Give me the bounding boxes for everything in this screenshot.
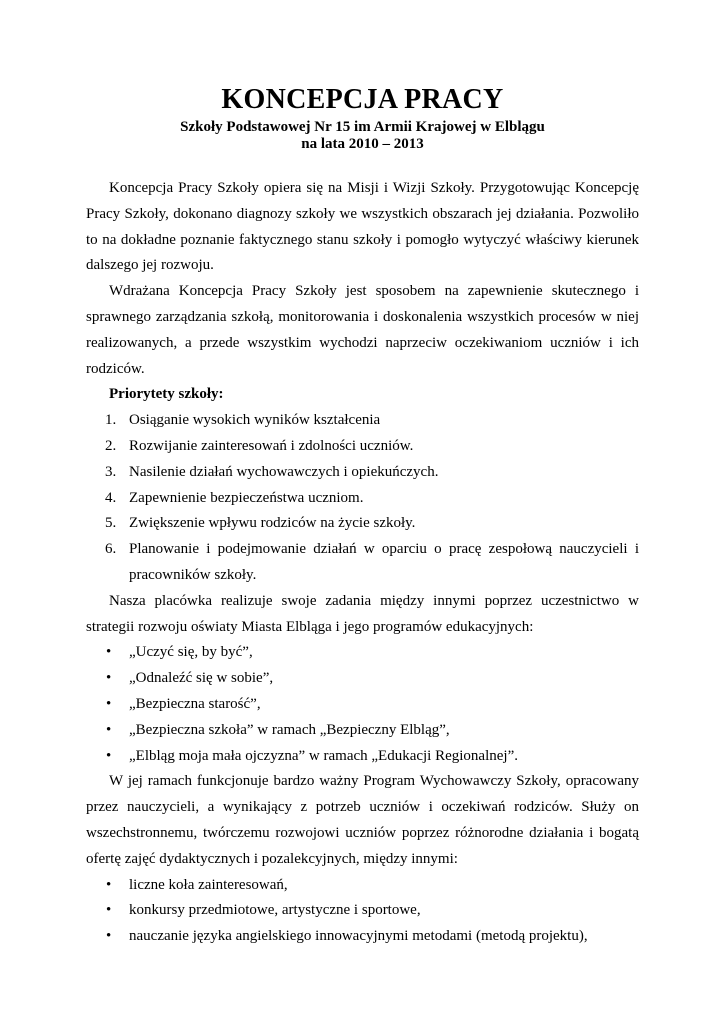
program-text: „Bezpieczna szkoła” w ramach „Bezpieczny Elbląg”, xyxy=(129,721,450,738)
bullet-icon: • xyxy=(106,695,112,712)
years-range: na lata 2010 – 2013 xyxy=(301,136,424,152)
school-name: Szkoły Podstawowej Nr 15 im Armii Krajowej w Elblągu xyxy=(180,119,545,135)
strategy-paragraph: Nasza placówka realizuje swoje zadania między innymi poprzez uczestnictwo w strategii rozwoju oświaty Miasta Elbląga i jego programów edukacyjnych: xyxy=(86,592,639,635)
bullet-icon: • xyxy=(106,747,112,764)
bullet-icon: • xyxy=(106,928,112,945)
programs-list xyxy=(86,640,639,769)
bullet-icon: • xyxy=(106,644,112,661)
program-item xyxy=(86,744,639,770)
program-item xyxy=(86,666,639,692)
bullet-icon: • xyxy=(106,721,112,738)
intro-paragraph: Koncepcja Pracy Szkoły opiera się na Misji i Wizji Szkoły. Przygotowując Koncepcję Pracy Szkoły, dokonano diagnozy szkoły we wszystkich obszarach jej działania. Pozwoliło to na dokładne poznanie faktycznego stanu szkoły i pomogło wytyczyć właściwy kierunek dalszego jej rozwoju. xyxy=(86,180,639,274)
priority-item xyxy=(86,408,639,434)
priority-text: Zapewnienie bezpieczeństwa uczniom. xyxy=(129,489,364,506)
activity-item xyxy=(86,873,639,899)
priority-number: 6. xyxy=(105,541,117,558)
program-text: „Elbląg moja mała ojczyzna” w ramach „Edukacji Regionalnej”. xyxy=(129,747,518,764)
document-body xyxy=(86,176,639,950)
priority-number: 2. xyxy=(105,437,117,454)
bullet-icon: • xyxy=(106,902,112,919)
priority-text: Zwiększenie wpływu rodziców na życie szkoły. xyxy=(129,515,416,532)
priority-item xyxy=(86,511,639,537)
priority-item xyxy=(86,486,639,512)
program-paragraph: W jej ramach funkcjonuje bardzo ważny Program Wychowawczy Szkoły, opracowany przez nauczycieli, a wynikający z potrzeb uczniów i oczekiwań rodziców. Służy on wszechstronnemu, twórczemu rozwojowi uczniów poprzez różnorodne działania i bogatą ofertę zajęć dydaktycznych i pozalekcyjnych, między innymi: xyxy=(86,773,639,867)
priority-item xyxy=(86,460,639,486)
program-text: „Bezpieczna starość”, xyxy=(129,695,261,712)
activity-text: konkursy przedmiotowe, artystyczne i sportowe, xyxy=(129,902,421,919)
document-title: KONCEPCJA PRACY xyxy=(221,84,504,115)
priority-number: 1. xyxy=(105,412,117,429)
priority-item xyxy=(86,537,639,589)
program-text: „Uczyć się, by być”, xyxy=(129,644,253,661)
activity-text: nauczanie języka angielskiego innowacyjnymi metodami (metodą projektu), xyxy=(129,928,588,945)
priority-text: Planowanie i podejmowanie działań w oparciu o pracę zespołową nauczycieli i pracowników szkoły. xyxy=(129,541,639,583)
priority-number: 4. xyxy=(105,489,117,506)
program-item xyxy=(86,692,639,718)
priorities-list xyxy=(86,408,639,589)
activity-text: liczne koła zainteresowań, xyxy=(129,876,288,893)
priority-text: Nasilenie działań wychowawczych i opiekuńczych. xyxy=(129,463,439,480)
program-text: „Odnaleźć się w sobie”, xyxy=(129,670,274,687)
activities-list xyxy=(86,873,639,950)
management-paragraph: Wdrażana Koncepcja Pracy Szkoły jest sposobem na zapewnienie skutecznego i sprawnego zarządzania szkołą, monitorowania i doskonalenia wszystkich procesów w niej realizowanych, a przede wszystkim wychodzi naprzeciw oczekiwaniom uczniów i ich rodziców. xyxy=(86,283,639,377)
priority-item xyxy=(86,434,639,460)
bullet-icon: • xyxy=(106,876,112,893)
program-item xyxy=(86,640,639,666)
priority-text: Osiąganie wysokich wyników kształcenia xyxy=(129,412,381,429)
bullet-icon: • xyxy=(106,670,112,687)
priorities-heading: Priorytety szkoły: xyxy=(109,386,224,403)
activity-item xyxy=(86,898,639,924)
program-item xyxy=(86,718,639,744)
priority-number: 3. xyxy=(105,463,117,480)
priority-text: Rozwijanie zainteresowań i zdolności uczniów. xyxy=(129,437,414,454)
priority-number: 5. xyxy=(105,515,117,532)
activity-item xyxy=(86,924,639,950)
